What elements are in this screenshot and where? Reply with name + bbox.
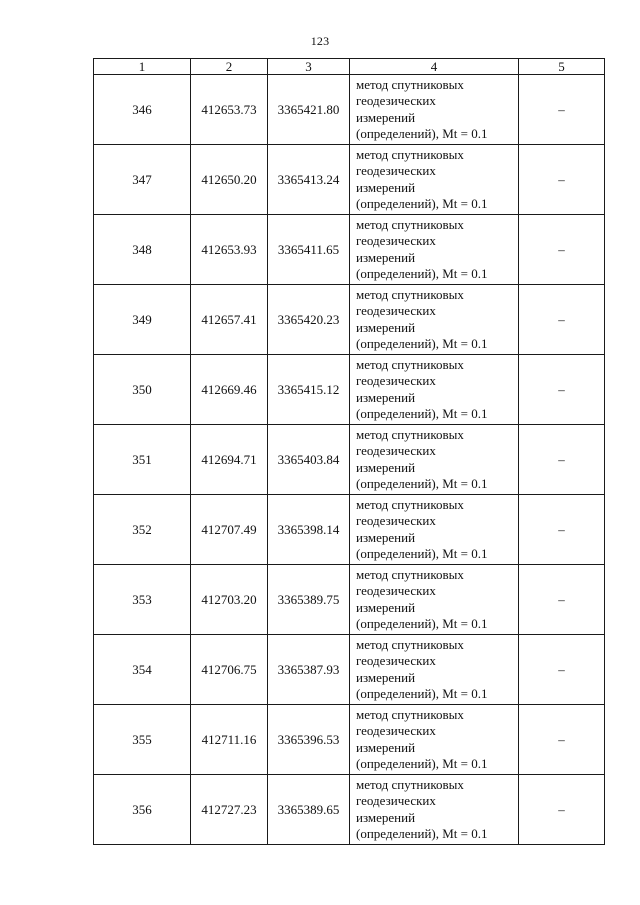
method-line: геодезических — [356, 793, 436, 808]
table-row — [94, 495, 605, 565]
method-line: метод спутниковых — [356, 76, 464, 92]
method-line: измерений — [356, 389, 416, 405]
note-cell: – — [519, 705, 605, 775]
method-line: измерений — [356, 319, 416, 335]
method-cell — [350, 355, 519, 425]
x-coordinate-cell: 412694.71 — [191, 425, 268, 495]
method-line: (определений), Mt = 0.1 — [356, 336, 488, 351]
method-cell — [350, 775, 519, 845]
method-line: измерений — [356, 179, 416, 195]
method-cell — [350, 75, 519, 145]
method-line: измерений — [356, 809, 416, 825]
method-line: (определений), Mt = 0.1 — [356, 476, 488, 491]
method-line: метод спутниковых — [356, 286, 464, 302]
method-line: геодезических — [356, 233, 436, 248]
table-row — [94, 635, 605, 705]
note-cell: – — [519, 215, 605, 285]
method-line: метод спутниковых — [356, 706, 464, 722]
y-coordinate-cell: 3365415.12 — [268, 355, 350, 425]
method-line: измерений — [356, 529, 416, 545]
point-number-cell: 346 — [94, 75, 191, 145]
table-row — [94, 425, 605, 495]
method-line: метод спутниковых — [356, 776, 464, 792]
point-number-cell: 353 — [94, 565, 191, 635]
method-line: (определений), Mt = 0.1 — [356, 616, 488, 631]
header-col-4: 4 — [350, 59, 519, 75]
method-line: геодезических — [356, 163, 436, 178]
page-number: 123 — [310, 34, 330, 48]
header-col-1: 1 — [94, 59, 191, 75]
point-number-cell: 347 — [94, 145, 191, 215]
x-coordinate-cell: 412707.49 — [191, 495, 268, 565]
header-col-2: 2 — [191, 59, 268, 75]
note-cell: – — [519, 75, 605, 145]
method-line: (определений), Mt = 0.1 — [356, 756, 488, 771]
method-line: измерений — [356, 109, 416, 125]
method-cell — [350, 285, 519, 355]
point-number-cell: 356 — [94, 775, 191, 845]
note-cell: – — [519, 635, 605, 705]
x-coordinate-cell: 412650.20 — [191, 145, 268, 215]
table-row — [94, 565, 605, 635]
x-coordinate-cell: 412653.93 — [191, 215, 268, 285]
x-coordinate-cell: 412653.73 — [191, 75, 268, 145]
method-line: (определений), Mt = 0.1 — [356, 406, 488, 421]
x-coordinate-cell: 412727.23 — [191, 775, 268, 845]
method-line: измерений — [356, 599, 416, 615]
x-coordinate-cell: 412706.75 — [191, 635, 268, 705]
method-line: геодезических — [356, 513, 436, 528]
x-coordinate-cell: 412657.41 — [191, 285, 268, 355]
method-line: измерений — [356, 249, 416, 265]
method-cell — [350, 635, 519, 705]
method-line: геодезических — [356, 93, 436, 108]
x-coordinate-cell: 412669.46 — [191, 355, 268, 425]
method-line: метод спутниковых — [356, 566, 464, 582]
table-row — [94, 355, 605, 425]
note-cell: – — [519, 425, 605, 495]
method-line: метод спутниковых — [356, 356, 464, 372]
method-line: метод спутниковых — [356, 496, 464, 512]
y-coordinate-cell: 3365420.23 — [268, 285, 350, 355]
table-row — [94, 145, 605, 215]
method-line: геодезических — [356, 303, 436, 318]
method-line: (определений), Mt = 0.1 — [356, 686, 488, 701]
y-coordinate-cell: 3365396.53 — [268, 705, 350, 775]
header-col-5: 5 — [519, 59, 605, 75]
method-line: (определений), Mt = 0.1 — [356, 826, 488, 841]
method-line: метод спутниковых — [356, 146, 464, 162]
method-cell — [350, 495, 519, 565]
y-coordinate-cell: 3365387.93 — [268, 635, 350, 705]
method-line: (определений), Mt = 0.1 — [356, 266, 488, 281]
table-row — [94, 215, 605, 285]
table-row — [94, 75, 605, 145]
method-line: (определений), Mt = 0.1 — [356, 196, 488, 211]
note-cell: – — [519, 495, 605, 565]
method-line: метод спутниковых — [356, 426, 464, 442]
method-line: геодезических — [356, 443, 436, 458]
y-coordinate-cell: 3365403.84 — [268, 425, 350, 495]
y-coordinate-cell: 3365398.14 — [268, 495, 350, 565]
method-line: измерений — [356, 739, 416, 755]
method-cell — [350, 425, 519, 495]
method-line: геодезических — [356, 583, 436, 598]
method-line: метод спутниковых — [356, 216, 464, 232]
method-cell — [350, 145, 519, 215]
y-coordinate-cell: 3365389.75 — [268, 565, 350, 635]
coordinates-table — [93, 58, 605, 845]
method-line: геодезических — [356, 373, 436, 388]
point-number-cell: 350 — [94, 355, 191, 425]
note-cell: – — [519, 145, 605, 215]
method-line: (определений), Mt = 0.1 — [356, 126, 488, 141]
point-number-cell: 351 — [94, 425, 191, 495]
table-row — [94, 775, 605, 845]
method-cell — [350, 565, 519, 635]
table-row — [94, 705, 605, 775]
note-cell: – — [519, 285, 605, 355]
point-number-cell: 354 — [94, 635, 191, 705]
note-cell: – — [519, 775, 605, 845]
point-number-cell: 348 — [94, 215, 191, 285]
point-number-cell: 355 — [94, 705, 191, 775]
x-coordinate-cell: 412703.20 — [191, 565, 268, 635]
note-cell: – — [519, 565, 605, 635]
method-line: измерений — [356, 669, 416, 685]
method-line: геодезических — [356, 723, 436, 738]
x-coordinate-cell: 412711.16 — [191, 705, 268, 775]
point-number-cell: 352 — [94, 495, 191, 565]
y-coordinate-cell: 3365413.24 — [268, 145, 350, 215]
note-cell: – — [519, 355, 605, 425]
table-header-row — [94, 59, 605, 75]
header-col-3: 3 — [268, 59, 350, 75]
method-line: измерений — [356, 459, 416, 475]
method-line: (определений), Mt = 0.1 — [356, 546, 488, 561]
table-row — [94, 285, 605, 355]
method-line: геодезических — [356, 653, 436, 668]
point-number-cell: 349 — [94, 285, 191, 355]
y-coordinate-cell: 3365411.65 — [268, 215, 350, 285]
method-cell — [350, 215, 519, 285]
method-cell — [350, 705, 519, 775]
y-coordinate-cell: 3365389.65 — [268, 775, 350, 845]
y-coordinate-cell: 3365421.80 — [268, 75, 350, 145]
method-line: метод спутниковых — [356, 636, 464, 652]
